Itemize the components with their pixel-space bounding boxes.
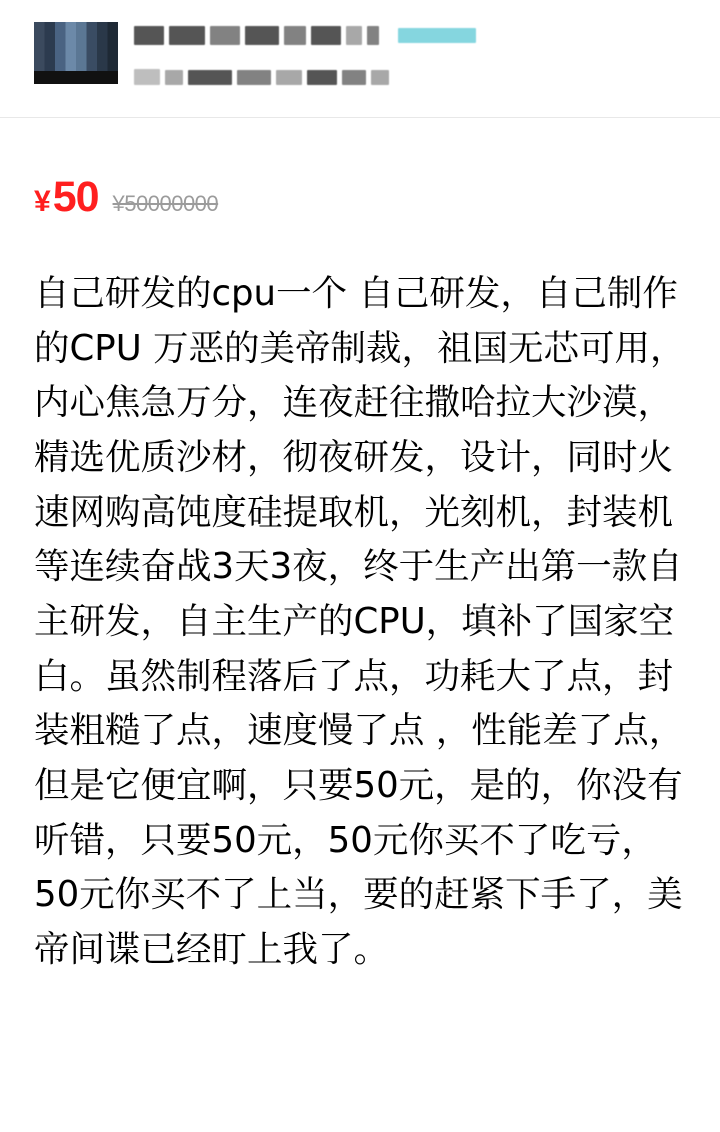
product-description: 自己研发的cpu一个 自己研发，自己制作的CPU 万恶的美帝制裁，祖国无芯可用，内心焦急万分，连夜赶往撒哈拉大沙漠，精选优质沙材，彻夜研发，设计，同时火速网购高饨度硅提取机，光刻机，封装机等连续奋战3天3夜，终于生产出第一款自主研发，自主生产的CPU，填补了国家空白。虽然制程落后了点，功耗大了点，封装粗糙了点，速度慢了点 ，性能差了点，但是它便宜啊，只要50元，是的，你没有听错，只要50元，50元你买不了吃亏，50元你买不了上当，要的赶紧下手了，美帝间谍已经盯上我了。 (34, 273, 686, 970)
price-current: 50 (52, 173, 99, 221)
seller-info (134, 18, 476, 90)
avatar-bottom-bar (34, 71, 118, 84)
seller-header-row (34, 18, 720, 90)
price-row (0, 118, 720, 219)
seller-header[interactable] (0, 0, 720, 118)
price-currency-symbol: ¥ (34, 185, 50, 218)
avatar[interactable] (34, 22, 118, 84)
seller-name-redacted (134, 22, 476, 48)
seller-meta-redacted (134, 64, 476, 90)
price-original-strikethrough: ¥50000000 (112, 191, 219, 216)
